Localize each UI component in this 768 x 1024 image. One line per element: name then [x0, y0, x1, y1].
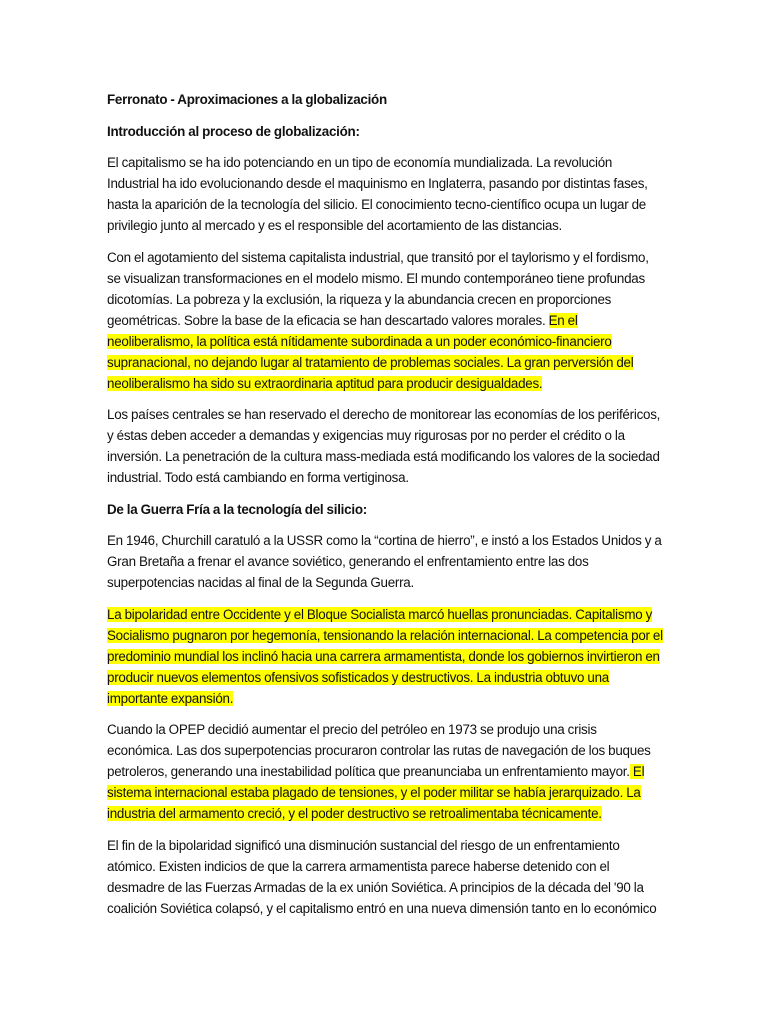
paragraph-3: Los países centrales se han reservado el derecho de monitorear las economías de los periféricos, y éstas deben acceder a demandas y exigencias muy rigurosas por no perder el crédito o la inversión. La penetración de la cultura mass-mediada está modificando los valores de la sociedad industrial. Todo está cambiando en forma vertiginosa. [107, 407, 661, 485]
paragraph-7: El fin de la bipolaridad significó una disminución sustancial del riesgo de un enfrentamiento atómico. Existen indicios de que la carrera armamentista parece haberse detenido con el desmadre de las Fuerzas Armadas de la ex unión Soviética. A principios de la década del '90 la coalición Soviética colapsó, y el capitalismo entró en una nueva dimensión tanto en lo económico [107, 837, 657, 916]
section-heading-guerra-fria: De la Guerra Fría a la tecnología del silicio: [107, 501, 367, 517]
section-heading-introduccion: Introducción al proceso de globalización: [107, 123, 360, 139]
paragraph-2-text: Con el agotamiento del sistema capitalista industrial, que transitó por el taylorismo y el fordismo, se visualizan transformaciones en el modelo mismo. El mundo contemporáneo tiene profundas dicotomías. La pobreza y la exclusión, la riqueza y la abundancia crecen en proporciones geométricas. Sobre la base de la eficacia se han descartado valores morales. [107, 249, 649, 328]
document-body [107, 89, 663, 929]
paragraph-5-highlight: La bipolaridad entre Occidente y el Bloque Socialista marcó huellas pronunciadas. Capitalismo y Socialismo pugnaron por hegemonía, tensionando la relación internacional. La competencia por el predominio mundial los inclinó hacia una carrera armamentista, donde los gobiernos invirtieron en producir nuevos elementos ofensivos sofisticados y destructivos. La industria obtuvo una importante expansión. [107, 606, 663, 706]
paragraph-6-highlight: El sistema internacional estaba plagado de tensiones, y el poder militar se había jerarquizado. La industria del armamento creció, y el poder destructivo se retroalimentaba técnicamente. [107, 764, 645, 821]
paragraph-6-text: Cuando la OPEP decidió aumentar el precio del petróleo en 1973 se produjo una crisis económica. Las dos superpotencias procuraron controlar las rutas de navegación de los buques petroleros, generando una inestabilidad política que preanunciaba un enfrentamiento mayor. [107, 722, 651, 779]
paragraph-2-highlight: En el neoliberalismo, la política está nítidamente subordinada a un poder económico-financiero supranacional, no dejando lugar al tratamiento de problemas sociales. La gran perversión del neoliberalismo ha sido su extraordinaria aptitud para producir desigualdades. [107, 312, 634, 391]
paragraph-2 [107, 247, 663, 394]
paragraph-6 [107, 719, 663, 824]
paragraph-4: En 1946, Churchill caratuló a la USSR como la “cortina de hierro”, e instó a los Estados Unidos y a Gran Bretaña a frenar el avance soviético, generando el enfrentamiento entre las dos superpotencias nacidas al final de la Segunda Guerra. [107, 533, 662, 590]
paragraph-5 [107, 604, 663, 709]
document-title: Ferronato - Aproximaciones a la globalización [107, 92, 387, 107]
paragraph-1: El capitalismo se ha ido potenciando en un tipo de economía mundializada. La revolución Industrial ha ido evolucionando desde el maquinismo en Inglaterra, pasando por distintas fases, hasta la aparición de la tecnología del silicio. El conocimiento tecno-científico ocupa un lugar de privilegio junto al mercado y es el responsible del acortamiento de las distancias. [107, 155, 648, 233]
